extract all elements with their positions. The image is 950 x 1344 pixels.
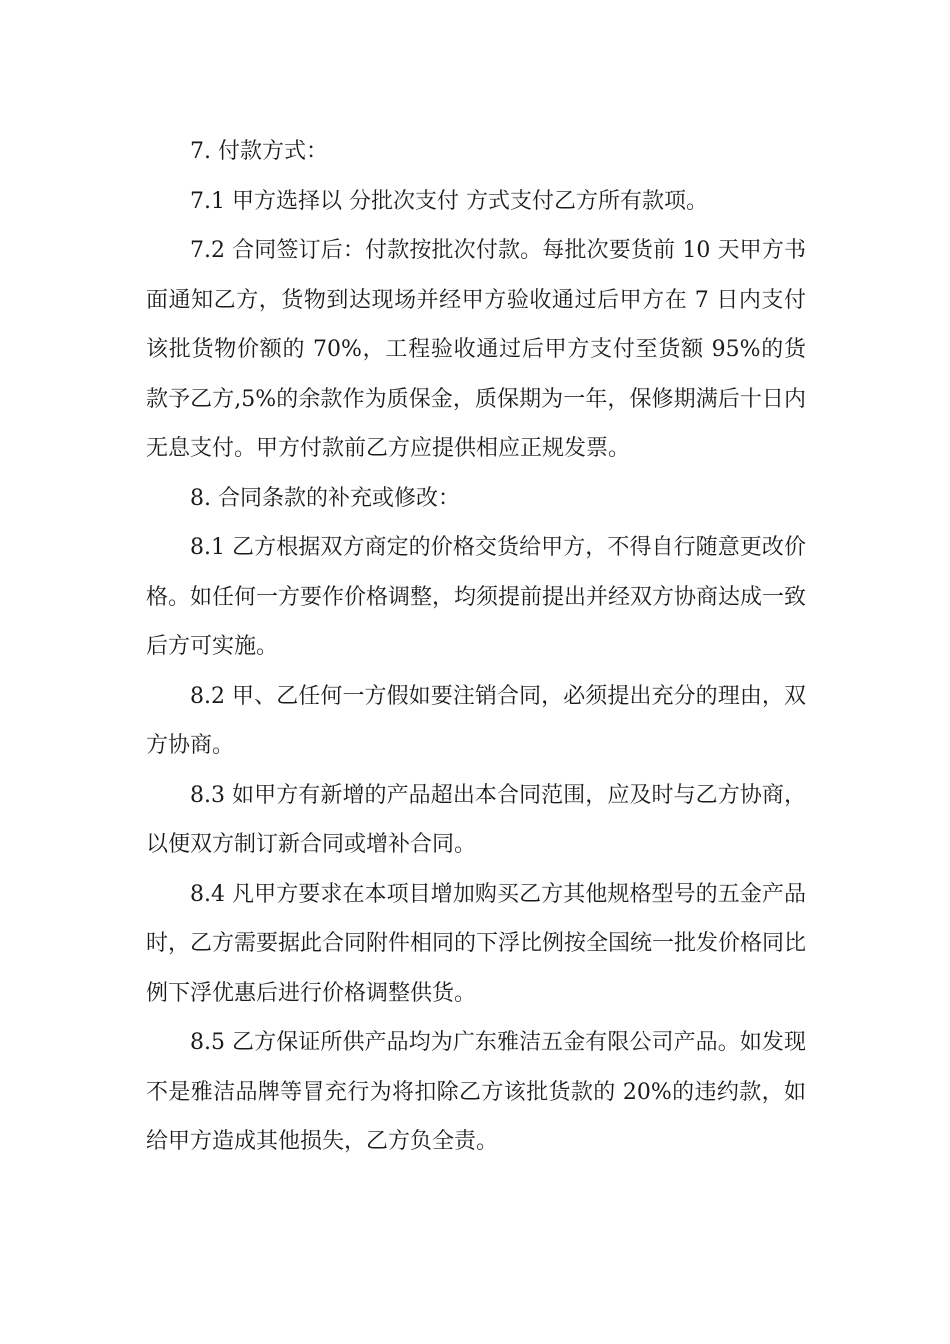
clause-7-2: 7.2 合同签订后：付款按批次付款。每批次要货前 10 天甲方书面通知乙方，货物到达现场并经甲方验收通过后甲方在 7 日内支付该批货物价额的 70%，工程验收通过后甲方支付至货额 95%的货款予乙方,5%的余款作为质保金，质保期为一年，保修期满后十日内无息支付。甲方付款前乙方应提供相应正规发票。 <box>146 238 806 461</box>
clause-8-5: 8.5 乙方保证所供产品均为广东雅洁五金有限公司产品。如发现不是雅洁品牌等冒充行为将扣除乙方该批货款的 20%的违约款，如给甲方造成其他损失，乙方负全责。 <box>146 1030 806 1154</box>
clause-8-1: 8.1 乙方根据双方商定的价格交货给甲方，不得自行随意更改价格。如任何一方要作价格调整，均须提前提出并经双方协商达成一致后方可实施。 <box>146 535 807 659</box>
clause-8-3: 8.3 如甲方有新增的产品超出本合同范围，应及时与乙方协商，以便双方制订新合同或增补合同。 <box>146 782 806 857</box>
clause-8-4: 8.4 凡甲方要求在本项目增加购买乙方其他规格型号的五金产品时，乙方需要据此合同附件相同的下浮比例按全国统一批发价格同比例下浮优惠后进行价格调整供货。 <box>146 881 807 1006</box>
clause-7-heading: 7. 付款方式： <box>190 139 328 164</box>
document-body <box>146 127 806 1167</box>
clause-8-heading: 8. 合同条款的补充或修改： <box>190 485 460 511</box>
clause-8-2: 8.2 甲、乙任何一方假如要注销合同，必须提出充分的理由，双方协商。 <box>146 683 806 758</box>
clause-7-1: 7.1 甲方选择以 分批次支付 方式支付乙方所有款项。 <box>190 188 708 214</box>
